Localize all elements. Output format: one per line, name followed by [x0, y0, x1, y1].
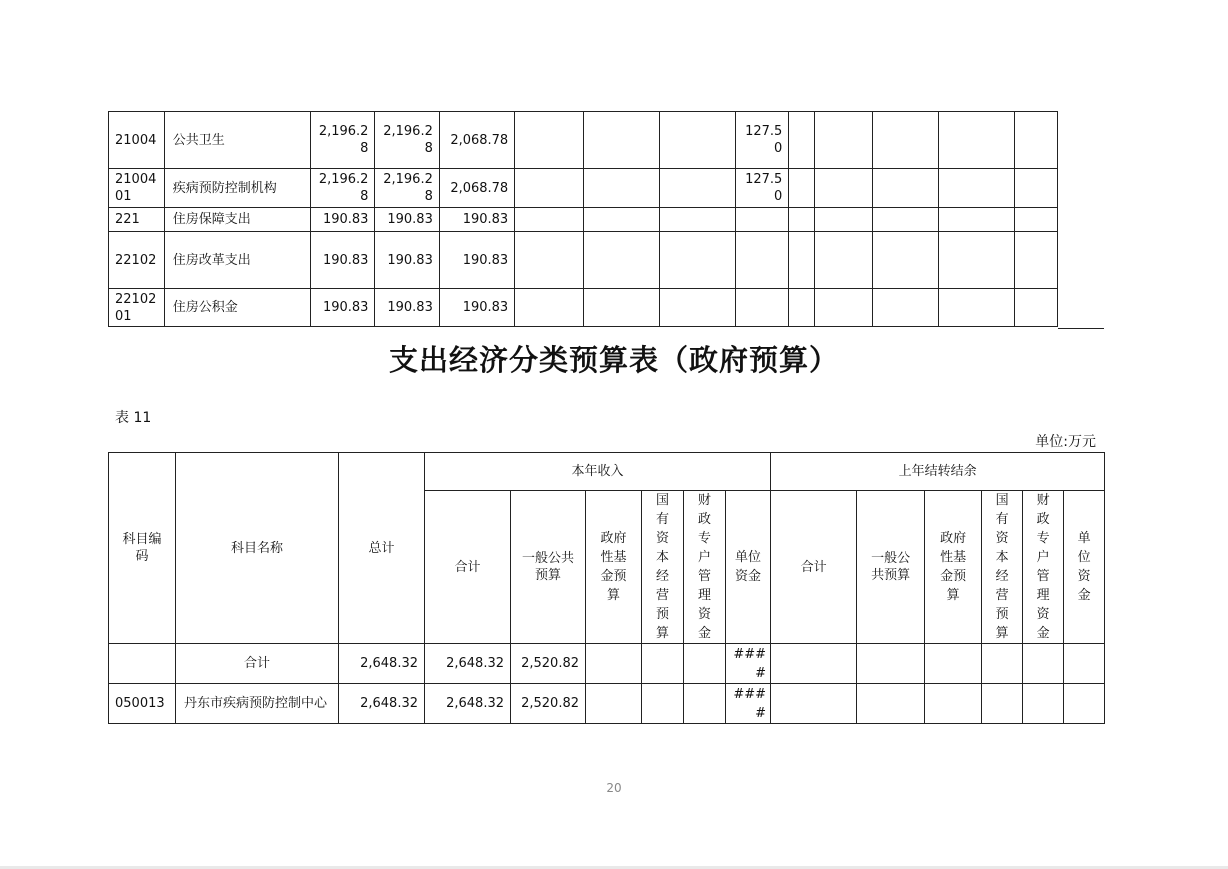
value-cell [938, 232, 1014, 289]
header-total: 总计 [339, 453, 425, 644]
subject-code: 22102 [109, 232, 165, 289]
value-cell: 190.83 [439, 289, 514, 327]
value-cell [735, 289, 789, 327]
budget-continuation-table [108, 111, 1058, 327]
table-row [109, 232, 1058, 289]
row-py-unit [1064, 644, 1105, 684]
header-py-general: 一般公共预算 [857, 491, 925, 644]
value-cell [735, 208, 789, 232]
value-cell [789, 208, 815, 232]
value-cell [873, 289, 939, 327]
row-cy-special-account [684, 644, 726, 684]
row-total: 2,648.32 [339, 684, 425, 724]
header-py-total: 合计 [771, 491, 857, 644]
header-current-year: 本年收入 [425, 453, 771, 491]
value-cell [1015, 232, 1058, 289]
row-py-special-account [1023, 644, 1064, 684]
row-py-general [857, 684, 925, 724]
row-cy-general: 2,520.82 [511, 644, 586, 684]
subject-name: 住房保障支出 [164, 208, 310, 232]
row-name: 丹东市疾病预防控制中心 [176, 684, 339, 724]
table-row [109, 289, 1058, 327]
unit-label: 单位:万元 [1035, 434, 1096, 450]
value-cell [938, 208, 1014, 232]
page-number: 20 [606, 781, 622, 795]
row-code [109, 644, 176, 684]
value-cell [815, 112, 873, 169]
value-cell [515, 208, 584, 232]
value-cell: 190.83 [439, 208, 514, 232]
table-row [109, 169, 1058, 208]
value-cell [873, 112, 939, 169]
header-row [109, 453, 1105, 491]
row-py-total [771, 684, 857, 724]
row-name: 合计 [176, 644, 339, 684]
value-cell [660, 232, 735, 289]
subject-name: 公共卫生 [164, 112, 310, 169]
value-cell: 2,196.28 [375, 169, 439, 208]
value-cell [815, 208, 873, 232]
row-cy-total: 2,648.32 [425, 684, 511, 724]
value-cell [815, 289, 873, 327]
value-cell: 190.83 [311, 232, 375, 289]
value-cell: 190.83 [375, 208, 439, 232]
value-cell: 190.83 [311, 208, 375, 232]
value-cell [815, 232, 873, 289]
value-cell [584, 112, 660, 169]
value-cell [584, 208, 660, 232]
value-cell [584, 232, 660, 289]
subject-name: 住房公积金 [164, 289, 310, 327]
value-cell [789, 112, 815, 169]
table-row [109, 112, 1058, 169]
row-cy-state-capital [642, 644, 684, 684]
row-cy-total: 2,648.32 [425, 644, 511, 684]
subject-code: 21004 [109, 112, 165, 169]
value-cell [735, 232, 789, 289]
value-cell [1015, 112, 1058, 169]
row-py-fund [925, 644, 982, 684]
value-cell [515, 289, 584, 327]
subject-code: 2100401 [109, 169, 165, 208]
row-total: 2,648.32 [339, 644, 425, 684]
value-cell: 2,196.28 [375, 112, 439, 169]
value-cell [660, 289, 735, 327]
header-py-state-capital: 国有资本经营预算 [982, 491, 1023, 644]
value-cell [789, 289, 815, 327]
row-cy-state-capital [642, 684, 684, 724]
header-cy-general: 一般公共预算 [511, 491, 586, 644]
header-code: 科目编码 [109, 453, 176, 644]
value-cell: 190.83 [375, 232, 439, 289]
header-cy-special-account: 财政专户管理资金 [684, 491, 726, 644]
header-prior-year: 上年结转结余 [771, 453, 1105, 491]
value-cell [660, 208, 735, 232]
row-py-unit [1064, 684, 1105, 724]
value-cell: 2,196.28 [311, 169, 375, 208]
value-cell [873, 169, 939, 208]
budget-table [108, 452, 1105, 724]
value-cell [584, 169, 660, 208]
row-py-state-capital [982, 684, 1023, 724]
subject-name: 住房改革支出 [164, 232, 310, 289]
subject-name: 疾病预防控制机构 [164, 169, 310, 208]
value-cell [873, 232, 939, 289]
value-cell [938, 112, 1014, 169]
value-cell [789, 232, 815, 289]
header-py-fund: 政府性基金预算 [925, 491, 982, 644]
row-py-total [771, 644, 857, 684]
value-cell [789, 169, 815, 208]
value-cell: 190.83 [439, 232, 514, 289]
value-cell [1015, 289, 1058, 327]
header-name: 科目名称 [176, 453, 339, 644]
row-cy-unit: #### [726, 684, 771, 724]
row-cy-general: 2,520.82 [511, 684, 586, 724]
value-cell: 2,068.78 [439, 169, 514, 208]
row-cy-special-account [684, 684, 726, 724]
row-code: 050013 [109, 684, 176, 724]
header-py-special-account: 财政专户管理资金 [1023, 491, 1064, 644]
value-cell: 2,196.28 [311, 112, 375, 169]
table-row [109, 684, 1105, 724]
value-cell [515, 169, 584, 208]
header-py-unit: 单位资金 [1064, 491, 1105, 644]
header-cy-unit: 单位资金 [726, 491, 771, 644]
value-cell: 190.83 [311, 289, 375, 327]
row-cy-fund [586, 644, 642, 684]
value-cell [515, 112, 584, 169]
value-cell: 127.50 [735, 169, 789, 208]
row-cy-unit: #### [726, 644, 771, 684]
value-cell [1015, 208, 1058, 232]
value-cell [873, 208, 939, 232]
header-cy-state-capital: 国有资本经营预算 [642, 491, 684, 644]
table-number: 表 11 [115, 410, 152, 426]
value-cell: 190.83 [375, 289, 439, 327]
value-cell [815, 169, 873, 208]
value-cell [938, 289, 1014, 327]
value-cell: 2,068.78 [439, 112, 514, 169]
value-cell [660, 112, 735, 169]
row-py-general [857, 644, 925, 684]
row-py-special-account [1023, 684, 1064, 724]
value-cell: 127.50 [735, 112, 789, 169]
row-py-state-capital [982, 644, 1023, 684]
row-py-fund [925, 684, 982, 724]
subject-code: 221 [109, 208, 165, 232]
page-title: 支出经济分类预算表（政府预算） [388, 343, 839, 377]
table-divider [1058, 328, 1104, 329]
subject-code: 2210201 [109, 289, 165, 327]
value-cell [938, 169, 1014, 208]
value-cell [1015, 169, 1058, 208]
value-cell [584, 289, 660, 327]
table-row [109, 208, 1058, 232]
header-cy-fund: 政府性基金预算 [586, 491, 642, 644]
table-row [109, 644, 1105, 684]
header-cy-total: 合计 [425, 491, 511, 644]
row-cy-fund [586, 684, 642, 724]
value-cell [660, 169, 735, 208]
value-cell [515, 232, 584, 289]
